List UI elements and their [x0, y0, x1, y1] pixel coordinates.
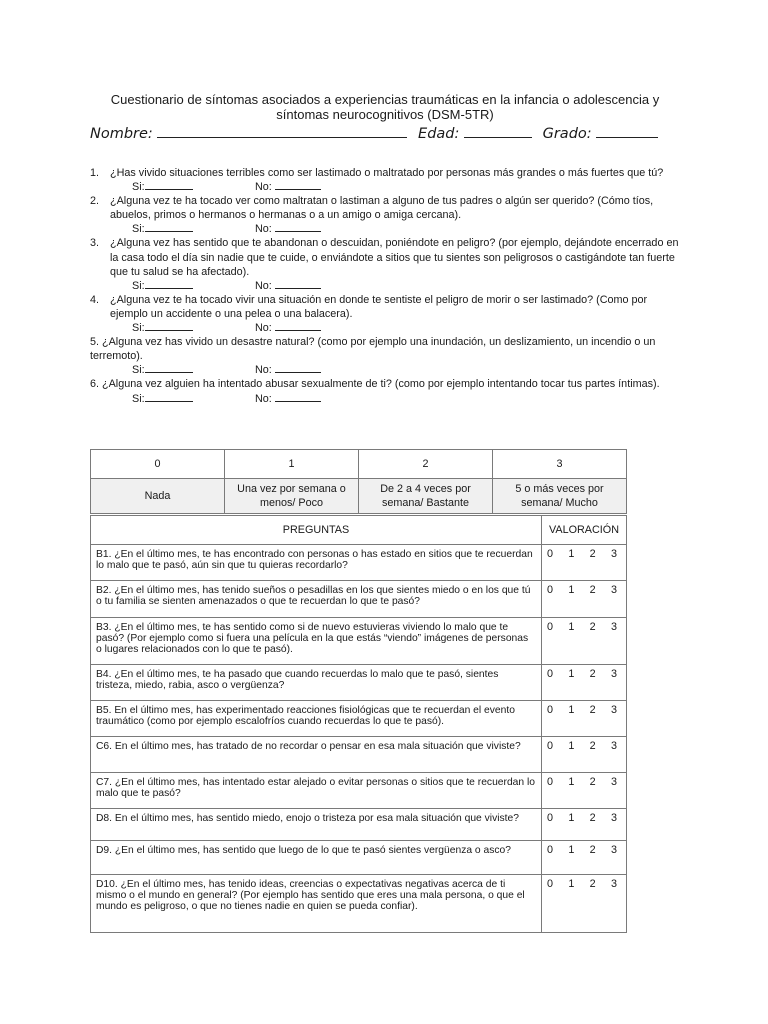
screening-question [90, 194, 680, 236]
yes-no-answer [90, 392, 680, 406]
symptom-question: B5. En el último mes, has experimentado reacciones fisiológicas que te recuerdan el evento traumático (como por ejemplo escalofríos cuando recuerdas lo que te pasó). [91, 701, 542, 737]
symptom-question: B1. ¿En el último mes, te has encontrado con personas o has estado en sitios que te recuerdan lo malo que te pasó, aún sin que tu quieras recordarlo? [91, 545, 542, 581]
rating-option[interactable]: 3 [610, 621, 617, 633]
yes-answer-blank[interactable] [145, 222, 193, 232]
age-label: Edad: [418, 126, 460, 142]
scale-description: 5 o más veces por semana/ Mucho [493, 479, 627, 514]
title-line-2: síntomas neurocognitivos (DSM-5TR) [276, 107, 494, 122]
rating-cell [542, 665, 627, 701]
symptom-question: C7. ¿En el último mes, has intentado estar alejado o evitar personas o sitios que te recuerdan lo malo que te pasó? [91, 773, 542, 809]
no-label: No: [255, 322, 272, 335]
header-fields [90, 125, 680, 142]
no-label: No: [255, 223, 272, 236]
scale-description: De 2 a 4 veces por semana/ Bastante [359, 479, 493, 514]
grade-field[interactable] [596, 125, 658, 138]
rating-option[interactable]: 2 [589, 878, 596, 890]
table-row [91, 841, 627, 875]
rating-option[interactable]: 2 [589, 621, 596, 633]
no-label: No: [255, 392, 272, 405]
table-row [91, 665, 627, 701]
rating-option[interactable]: 3 [610, 878, 617, 890]
rating-option[interactable]: 3 [610, 704, 617, 716]
rating-cell [542, 841, 627, 875]
frequency-scale-table [90, 449, 627, 514]
rating-option[interactable]: 3 [610, 584, 617, 596]
rating-option[interactable]: 3 [610, 812, 617, 824]
symptom-question: B2. ¿En el último mes, has tenido sueños o pesadillas en los que sientes miedo o en los que tú o tu familia se sienten amenazados o que te recuerdan lo que te pasó? [91, 581, 542, 618]
scale-value: 1 [225, 450, 359, 479]
scale-description: Nada [91, 479, 225, 514]
no-answer-blank[interactable] [275, 363, 321, 373]
table-row [91, 701, 627, 737]
rating-option[interactable]: 2 [589, 844, 596, 856]
rating-cell [542, 737, 627, 773]
question-number: 2. [90, 195, 100, 208]
table-header [91, 516, 627, 545]
rating-option[interactable]: 1 [568, 812, 575, 824]
scale-value: 3 [493, 450, 627, 479]
yes-no-answer [90, 363, 680, 377]
rating-option[interactable]: 1 [568, 776, 575, 788]
yes-answer-blank[interactable] [145, 279, 193, 289]
rating-option[interactable]: 3 [610, 740, 617, 752]
table-row [91, 875, 627, 933]
yes-answer-blank[interactable] [145, 321, 193, 331]
rating-option[interactable]: 2 [589, 668, 596, 680]
rating-option[interactable]: 1 [568, 668, 575, 680]
rating-option[interactable]: 0 [547, 776, 554, 788]
table-row [91, 581, 627, 618]
symptoms-table [90, 515, 627, 933]
rating-option[interactable]: 0 [547, 704, 554, 716]
rating-column-header: VALORACIÓN [542, 516, 627, 545]
title-line-1: Cuestionario de síntomas asociados a experiencias traumáticas en la infancia o adolescencia y [110, 92, 660, 107]
age-field[interactable] [464, 125, 532, 138]
grade-label: Grado: [542, 126, 592, 142]
yes-no-answer [90, 321, 680, 335]
no-answer-blank[interactable] [275, 180, 321, 190]
question-number: 5. [90, 336, 100, 349]
yes-answer-blank[interactable] [145, 392, 193, 402]
rating-option[interactable]: 1 [568, 621, 575, 633]
rating-option[interactable]: 0 [547, 740, 554, 752]
question-text: ¿Alguna vez has vivido un desastre natural? (como por ejemplo una inundación, un deslizamiento, un incendio o un terremoto). [90, 336, 656, 363]
symptom-question: D8. En el último mes, has sentido miedo, enojo o tristeza por esa mala situación que viviste? [91, 809, 542, 841]
scale-value: 0 [91, 450, 225, 479]
rating-option[interactable]: 3 [610, 776, 617, 788]
question-text: ¿Alguna vez alguien ha intentado abusar sexualmente de ti? (como por ejemplo intentando tocar tus partes íntimas). [102, 378, 660, 391]
question-text: ¿Alguna vez te ha tocado vivir una situación en donde te sentiste el peligro de morir o ser lastimado? (Como por ejemplo un accidente o una pelea o una balacera). [110, 293, 648, 320]
yes-answer-blank[interactable] [145, 180, 193, 190]
question-text: ¿Alguna vez has sentido que te abandonan o descuidan, poniéndote en peligro? (por ejemplo, dejándote encerrado en la casa todo el día sin nadie que te cuide, o enviándote a sitios que tu sientes son peligrosos o castigándote tan fuerte que tu salud se ha afectado). [110, 237, 679, 278]
questions-column-header: PREGUNTAS [91, 516, 542, 545]
table-row [91, 809, 627, 841]
rating-cell [542, 773, 627, 809]
screening-question [90, 335, 680, 377]
rating-option[interactable]: 2 [589, 812, 596, 824]
name-label: Nombre: [90, 126, 153, 142]
rating-option[interactable]: 2 [589, 776, 596, 788]
yes-label: Si: [132, 364, 145, 377]
rating-option[interactable]: 0 [547, 548, 554, 560]
question-text: ¿Has vivido situaciones terribles como ser lastimado o maltratado por personas más grandes o más fuertes que tú? [110, 167, 664, 179]
question-number: 3. [90, 237, 100, 250]
rating-cell [542, 618, 627, 665]
rating-option[interactable]: 2 [589, 548, 596, 560]
no-label: No: [255, 279, 272, 292]
rating-option[interactable]: 1 [568, 740, 575, 752]
table-row [91, 618, 627, 665]
table-row [91, 545, 627, 581]
no-label: No: [255, 364, 272, 377]
rating-option[interactable]: 1 [568, 584, 575, 596]
scale-value: 2 [359, 450, 493, 479]
no-label: No: [255, 181, 272, 194]
question-number: 4. [90, 293, 100, 306]
screening-question [90, 293, 680, 335]
rating-option[interactable]: 0 [547, 844, 554, 856]
question-number: 1. [90, 167, 100, 179]
no-answer-blank[interactable] [275, 222, 321, 232]
rating-cell [542, 875, 627, 933]
yes-label: Si: [132, 279, 145, 292]
rating-option[interactable]: 2 [589, 584, 596, 596]
rating-option[interactable]: 1 [568, 844, 575, 856]
yes-label: Si: [132, 392, 145, 405]
scale-description: Una vez por semana o menos/ Poco [225, 479, 359, 514]
rating-option[interactable]: 3 [610, 548, 617, 560]
no-answer-blank[interactable] [275, 321, 321, 331]
rating-cell [542, 809, 627, 841]
yes-label: Si: [132, 181, 145, 194]
table-row [91, 737, 627, 773]
document-title [90, 92, 680, 122]
screening-questions [90, 166, 680, 406]
symptom-question: C6. En el último mes, has tratado de no recordar o pensar en esa mala situación que viviste? [91, 737, 542, 773]
rating-option[interactable]: 1 [568, 878, 575, 890]
symptom-question: B3. ¿En el último mes, te has sentido como si de nuevo estuvieras viviendo lo malo que te pasó? (Por ejemplo como si fuera una película en la que estás “viendo” imágenes de personas o lugares relacionados con lo que te pasó). [91, 618, 542, 665]
rating-option[interactable]: 1 [568, 704, 575, 716]
yes-no-answer [90, 222, 680, 236]
rating-cell [542, 545, 627, 581]
yes-no-answer [90, 279, 680, 293]
symptom-question: B4. ¿En el último mes, te ha pasado que cuando recuerdas lo malo que te pasó, sientes tristeza, miedo, rabia, asco o vergüenza? [91, 665, 542, 701]
no-answer-blank[interactable] [275, 392, 321, 402]
symptom-question: D9. ¿En el último mes, has sentido que luego de lo que te pasó sientes vergüenza o asco? [91, 841, 542, 875]
symptom-question: D10. ¿En el último mes, has tenido ideas, creencias o expectativas negativas acerca de ti mismo o el mundo en general? (Por ejemplo has sentido que eres una mala persona, o que el mundo es peligroso, o que no tienes nadie en quien se pueda confiar). [91, 875, 542, 933]
rating-option[interactable]: 0 [547, 668, 554, 680]
rating-option[interactable]: 1 [568, 548, 575, 560]
screening-question [90, 166, 680, 194]
screening-question [90, 377, 680, 405]
screening-question [90, 236, 680, 292]
yes-label: Si: [132, 223, 145, 236]
rating-option[interactable]: 0 [547, 621, 554, 633]
rating-option[interactable]: 0 [547, 584, 554, 596]
table-row [91, 773, 627, 809]
no-answer-blank[interactable] [275, 279, 321, 289]
yes-answer-blank[interactable] [145, 363, 193, 373]
question-text: ¿Alguna vez te ha tocado ver como maltratan o lastiman a alguno de tus padres o algún ser querido? (Cómo tíos, abuelos, primos o hermanos o hermanas o a un amigo o amiga cercana). [110, 195, 654, 222]
rating-option[interactable]: 3 [610, 844, 617, 856]
question-number: 6. [90, 378, 100, 391]
rating-option[interactable]: 2 [589, 740, 596, 752]
yes-label: Si: [132, 322, 145, 335]
rating-option[interactable]: 0 [547, 878, 554, 890]
rating-cell [542, 581, 627, 618]
name-field[interactable] [157, 125, 407, 138]
rating-option[interactable]: 2 [589, 704, 596, 716]
yes-no-answer [90, 180, 680, 194]
rating-cell [542, 701, 627, 737]
rating-option[interactable]: 3 [610, 668, 617, 680]
rating-option[interactable]: 0 [547, 812, 554, 824]
